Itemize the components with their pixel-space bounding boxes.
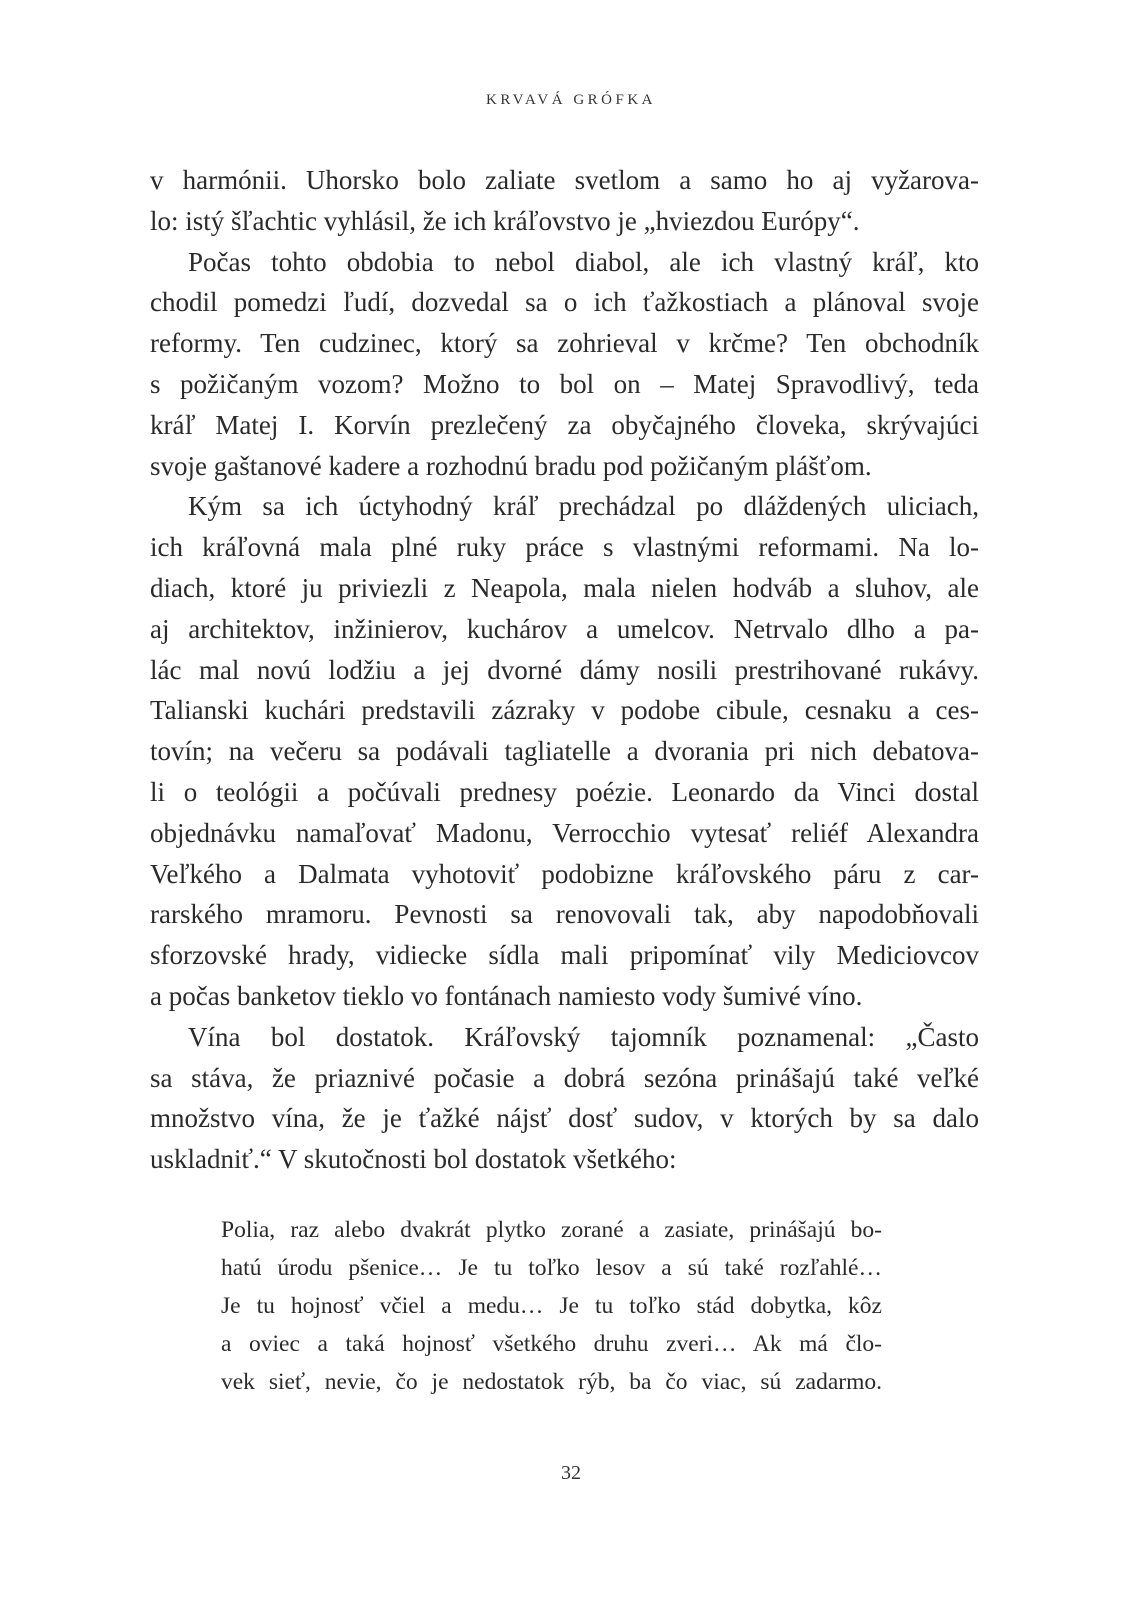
text-line: Počas tohto obdobia to nebol diabol, ale ich vlastný kráľ, kto [188, 246, 979, 277]
text-line: množstvo vína, že je ťažké nájsť dosť sudov, v ktorých by sa dalo [150, 1103, 979, 1134]
text-line: diach, ktoré ju priviezli z Neapola, mala nielen hodváb a sluhov, ale [150, 572, 979, 603]
text-line: lác mal novú lodžiu a jej dvorné dámy nosili prestrihované rukávy. [150, 654, 979, 685]
text-line: objednávku namaľovať Madonu, Verrocchio vytesať reliéf Alexandra [150, 817, 979, 848]
text-line: li o teológii a počúvali prednesy poézie. Leonardo da Vinci dostal [150, 776, 979, 807]
quote-line: Polia, raz alebo dvakrát plytko zorané a zasiate, prinášajú bo- [221, 1217, 882, 1243]
quote-line: hatú úrodu pšenice… Je tu toľko lesov a sú také rozľahlé… [221, 1255, 882, 1281]
text-line: Vína bol dostatok. Kráľovský tajomník poznamenal: „Často [188, 1021, 979, 1052]
text-line: chodil pomedzi ľudí, dozvedal sa o ich ťažkostiach a plánoval svoje [150, 287, 979, 318]
body-text [150, 160, 979, 1180]
block-quote [221, 1211, 882, 1401]
text-line: svoje gaštanové kadere a rozhodnú bradu pod požičaným plášťom. [150, 450, 872, 481]
text-line: kráľ Matej I. Korvín prezlečený za obyčajného človeka, skrývajúci [150, 409, 979, 440]
text-line: lo: istý šľachtic vyhlásil, že ich kráľovstvo je „hviezdou Európy“. [150, 205, 860, 236]
page-number: 32 [561, 1462, 581, 1484]
text-line: ich kráľovná mala plné ruky práce s vlastnými reformami. Na lo- [150, 532, 979, 563]
text-line: Veľkého a Dalmata vyhotoviť podobizne kráľovského páru z car- [150, 858, 979, 889]
text-line: v harmónii. Uhorsko bolo zaliate svetlom a samo ho aj vyžarova- [150, 165, 979, 195]
text-line: rarského mramoru. Pevnosti sa renovovali tak, aby napodobňovali [150, 899, 979, 930]
text-line: sforzovské hrady, vidiecke sídla mali pripomínať vily Mediciovcov [150, 940, 979, 971]
text-line: uskladniť.“ V skutočnosti bol dostatok všetkého: [150, 1144, 677, 1175]
quote-line: a oviec a taká hojnosť všetkého druhu zveri… Ak má člo- [221, 1331, 882, 1357]
text-line: a počas banketov tieklo vo fontánach namiesto vody šumivé víno. [150, 980, 863, 1011]
text-line: Talianski kuchári predstavili zázraky v podobe cibule, cesnaku a ces- [150, 695, 979, 726]
text-line: sa stáva, že priaznivé počasie a dobrá sezóna prinášajú také veľké [150, 1062, 979, 1093]
running-head: KRVAVÁ GRÓFKA [485, 92, 657, 108]
text-line: tovín; na večeru sa podávali tagliatelle a dvorania pri nich debatova- [150, 736, 979, 767]
quote-line: Je tu hojnosť včiel a medu… Je tu toľko stád dobytka, kôz [221, 1293, 882, 1319]
text-line: aj architektov, inžinierov, kuchárov a umelcov. Netrvalo dlho a pa- [150, 613, 979, 644]
text-line: s požičaným vozom? Možno to bol on – Matej Spravodlivý, teda [150, 368, 979, 399]
quote-line: vek sieť, nevie, čo je nedostatok rýb, ba čo viac, sú zadarmo. [221, 1369, 882, 1395]
text-line: reformy. Ten cudzinec, ktorý sa zohrieval v krčme? Ten obchodník [150, 328, 979, 359]
text-line: Kým sa ich úctyhodný kráľ prechádzal po dláždených uliciach, [188, 491, 979, 522]
